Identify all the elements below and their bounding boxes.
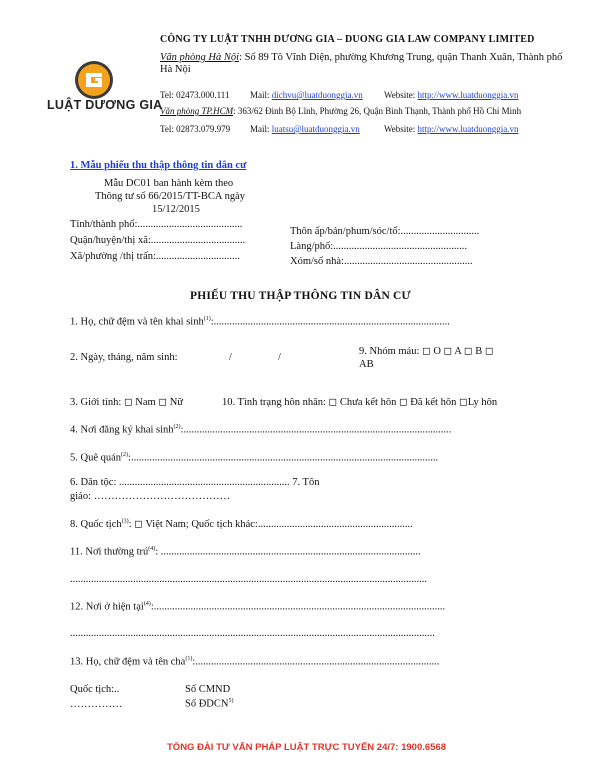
field-father-name[interactable] — [70, 656, 439, 668]
form-ref-1: Mẫu DC01 ban hành kèm theo — [104, 178, 234, 189]
full-name-dots: :.......................................................................................... — [210, 316, 450, 328]
form-title: PHIẾU THU THẬP THÔNG TIN DÂN CƯ — [190, 290, 411, 302]
birth-registration-sup: (2) — [173, 424, 181, 430]
father-name-dots: :............................................................................................. — [192, 656, 440, 668]
hcm-office-line — [160, 106, 521, 116]
province-field[interactable]: Tỉnh/thành phố:........................................ — [70, 219, 243, 230]
hamlet-field[interactable]: Thôn ấp/bản/phum/sóc/tổ:.............................. — [290, 226, 480, 237]
hometown-dots: :..................................................................................................................... — [128, 452, 439, 464]
father-ddcn-label: Số ĐDCN — [185, 698, 229, 710]
father-name-label: 13. Họ, chữ đệm và tên cha — [70, 656, 186, 668]
hometown-sup: (2) — [121, 452, 129, 458]
hn-mail-label: Mail: — [250, 90, 270, 100]
permanent-residence-sup: (4) — [148, 546, 156, 552]
hcm-address: : 363/62 Đinh Bộ Lĩnh, Phường 26, Quận Bình Thạnh, Thành phố Hồ Chí Minh — [233, 106, 522, 116]
field-hometown[interactable] — [70, 452, 438, 464]
section-title: 1. Mẫu phiếu thu thập thông tin dân cư — [70, 160, 247, 171]
current-residence-label: 12. Nơi ở hiện tại — [70, 601, 144, 613]
father-name-sup: (1) — [185, 656, 193, 662]
field-birth-registration[interactable] — [70, 424, 451, 436]
hcm-mail-row — [250, 124, 360, 134]
logo-text: LUẬT DƯƠNG GIA — [47, 98, 163, 112]
full-name-sup: (1) — [203, 316, 211, 322]
birth-registration-dots: :...................................................................................................... — [180, 424, 452, 436]
field-marital-status[interactable]: 10. Tình trạng hôn nhân: ◻ Chưa kết hôn ◻ Đã kết hôn ◻Ly hôn — [222, 397, 498, 408]
field-gender[interactable]: 3. Giới tính: ◻ Nam ◻ Nữ — [70, 397, 183, 408]
form-ref-2: Thông tư số 66/2015/TT-BCA ngày — [95, 191, 245, 202]
father-ddcn[interactable] — [185, 698, 233, 710]
hn-tel: Tel: 02473.000.111 — [160, 90, 230, 100]
hn-address-2: Hà Nội — [160, 64, 191, 75]
permanent-residence-dots-2[interactable]: ........................................................................................................................................ — [70, 574, 427, 585]
hn-mail-link[interactable]: dichvu@luatduonggia.vn — [271, 90, 363, 100]
hn-web-row — [384, 90, 518, 100]
permanent-residence-dots: : ................................................................................................... — [155, 546, 421, 558]
blood-type-ab[interactable]: AB — [359, 359, 374, 370]
hn-office-line-1 — [160, 52, 562, 63]
hn-mail-row — [250, 90, 363, 100]
logo-icon — [48, 58, 144, 102]
field-full-name[interactable] — [70, 316, 450, 328]
hn-web-label: Website: — [384, 90, 416, 100]
hcm-mail-label: Mail: — [250, 124, 270, 134]
ward-field[interactable]: Xã/phường /thị trấn:................................ — [70, 251, 240, 262]
nationality-options: : ◻ Việt Nam; Quốc tịch khác:........................................................... — [128, 519, 413, 530]
dob-slash-2: / — [278, 352, 281, 363]
hcm-mail-link[interactable]: luatsu@luatduonggia.vn — [271, 124, 360, 134]
hometown-label: 5. Quê quán — [70, 452, 122, 464]
district-field[interactable]: Quận/huyện/thị xã:.................................... — [70, 235, 246, 246]
house-field[interactable]: Xóm/số nhà:................................................. — [290, 256, 473, 267]
company-name: CÔNG TY LUẬT TNHH DƯƠNG GIA – DUONG GIA LAW COMPANY LIMITED — [160, 34, 535, 45]
hcm-tel: Tel: 02873.079.979 — [160, 124, 231, 134]
field-ethnicity-religion[interactable]: 6. Dân tộc: ................................................................. 7. Tôn — [70, 477, 320, 488]
dob-slash-1: / — [229, 352, 232, 363]
field-blood-type[interactable]: 9. Nhóm máu: ◻ O ◻ A ◻ B ◻ — [359, 346, 494, 357]
father-cmnd[interactable]: Số CMND — [185, 684, 231, 695]
hn-address-1: : Số 89 Tô Vĩnh Diện, phường Khương Trung, quận Thanh Xuân, Thành phố — [239, 52, 563, 63]
current-residence-dots: :............................................................................................................... — [150, 601, 446, 613]
field-current-residence[interactable] — [70, 601, 445, 613]
hcm-office-label: Văn phòng TP.HCM — [160, 106, 234, 116]
hcm-web-link[interactable]: http://www.luatduonggia.vn — [417, 124, 519, 134]
field-religion-dots[interactable]: giáo: ………………………………… — [70, 491, 231, 502]
hcm-web-row — [384, 124, 518, 134]
form-ref-3: 15/12/2015 — [152, 204, 200, 215]
current-residence-dots-2[interactable]: ........................................................................................................................................... — [70, 628, 435, 639]
hcm-web-label: Website: — [384, 124, 416, 134]
birth-registration-label: 4. Nơi đăng ký khai sinh — [70, 424, 174, 436]
village-field[interactable]: Làng/phố:................................................... — [290, 241, 468, 252]
field-nationality[interactable] — [70, 518, 413, 530]
full-name-label: 1. Họ, chữ đệm và tên khai sinh — [70, 316, 204, 328]
permanent-residence-label: 11. Nơi thường trú — [70, 546, 149, 558]
current-residence-sup: (4) — [143, 601, 151, 607]
father-ddcn-sup: 5) — [228, 698, 234, 704]
father-nationality[interactable]: Quốc tịch:.. — [70, 684, 120, 695]
nationality-sup: (3) — [121, 518, 129, 525]
hn-office-label: Văn phòng Hà Nội — [160, 52, 240, 63]
field-dob[interactable]: 2. Ngày, tháng, năm sinh: — [70, 352, 178, 363]
hn-web-link[interactable]: http://www.luatduonggia.vn — [417, 90, 519, 100]
field-permanent-residence[interactable] — [70, 546, 421, 558]
father-nationality-dots[interactable]: …………… — [70, 699, 123, 710]
nationality-label: 8. Quốc tịch — [70, 519, 122, 530]
footer-hotline[interactable]: TỔNG ĐÀI TƯ VẤN PHÁP LUẬT TRỰC TUYẾN 24/7: 1900.6568 — [167, 742, 447, 753]
